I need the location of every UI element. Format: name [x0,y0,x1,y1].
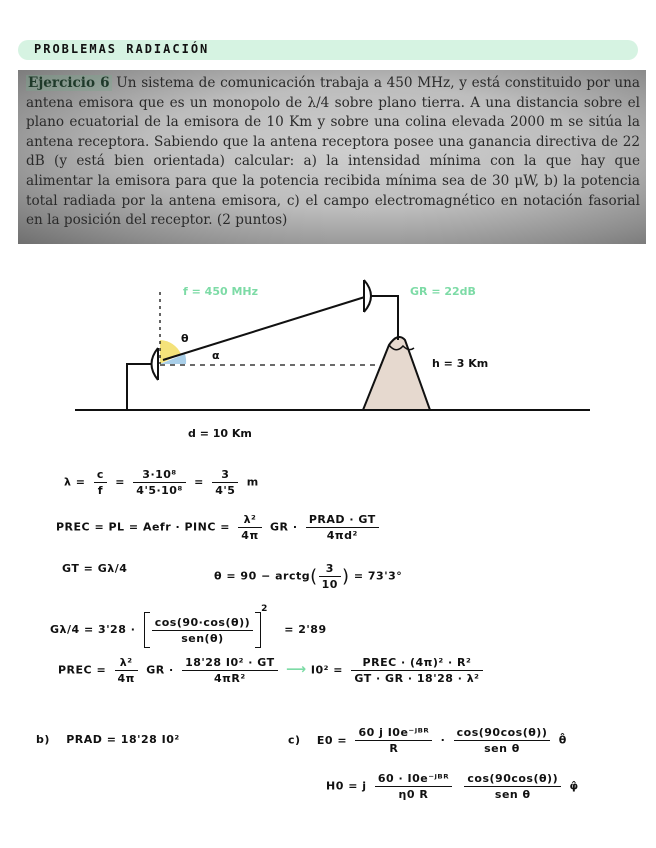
formula-theta: θ = 90 − arctg( $\frac{3}{10}$ ) = 73'3° [214,562,403,591]
exercise-body: Un sistema de comunicación trabaja a 450 MHz, y está constituido por una antena emisora que es un monopolo de λ/4 sobre plano tierra. A una distancia sobre el plano ecuatorial de la emisora de 10 Km y sobre una colina elevada 2000 m se sitúa la antena receptora. Sabiendo que la antena receptora posee una ganancia directiva de 22 dB (y está bien orientada) calcular: a) la intensidad mínima con la que hay que alimentar la emisora para que la potencia recibida mínima sea de 30 μW, b) la potencia total radiada por la antena emisora, c) el campo electromagnético en notación fasorial en la posición del receptor. (2 puntos) [26,75,641,229]
height-label: h = 3 Km [432,357,489,370]
formula-prec-expanded: PREC = $\frac{\text{λ²}}{4\pi}$ GR · $\frac{\text{18'28 I0² · GT}}{\text{4πR²}}$ ⟶ I0² = $\frac{\text{PREC · (4π)² · R²}}{\text{GT · GR · 18'28 · λ²}}$ [58,656,487,685]
mountain [363,337,430,410]
page-title: PROBLEMAS RADIACIÓN [34,42,210,56]
frequency-label: f = 450 MHz [183,285,259,298]
formula-lambda: λ = $\frac{c}{f}$ = $\frac{\text{3·10⁸}}{\text{4'5·10⁸}}$ = $\frac{3}{4'5}$ m [64,468,259,497]
receiver-mast [368,296,398,340]
receiver-dish [364,280,371,312]
exercise-statement [26,74,640,231]
gain-label: GR = 22dB [410,285,476,298]
exercise-label: Ejercicio 6 [28,75,110,91]
answer-b: b) PRAD = 18'28 I0² [36,733,180,746]
distance-label: d = 10 Km [188,427,252,440]
formula-prec: PREC = PL = Aefr · PINC = $\frac{\text{λ²}}{4\pi}$ GR · $\frac{\text{PRAD · GT}}{\text{4πd²}}$ [56,513,383,542]
exercise-statement-image [18,70,646,244]
answer-c-electric-field: c) E0 = $\frac{\text{60 j I0e⁻ʲᴮᴿ}}{R}$ · $\frac{\cos(90\cos(\theta))}{\text{sen θ}}$ θ̂ [288,726,567,755]
formula-gt: GT = Gλ/4 [62,562,128,575]
alpha-label: α [212,349,220,362]
theta-label: θ [181,332,189,345]
transmitter-mast [127,364,152,410]
line-of-sight [163,296,368,360]
answer-c-magnetic-field: H0 = j $\frac{\text{60 · I0e⁻ʲᴮᴿ}}{\eta 0 R}$ $\frac{\cos(90\cos(\theta))}{\text{sen θ}}$ φ̂ [326,772,579,801]
antenna-diagram [0,270,656,450]
formula-gain-monopole: Gλ/4 = 3'28 · $\frac{\cos(90\cdot\cos(\theta))}{\text{sen(θ)}}$ $^2$ = 2'89 [50,604,327,648]
